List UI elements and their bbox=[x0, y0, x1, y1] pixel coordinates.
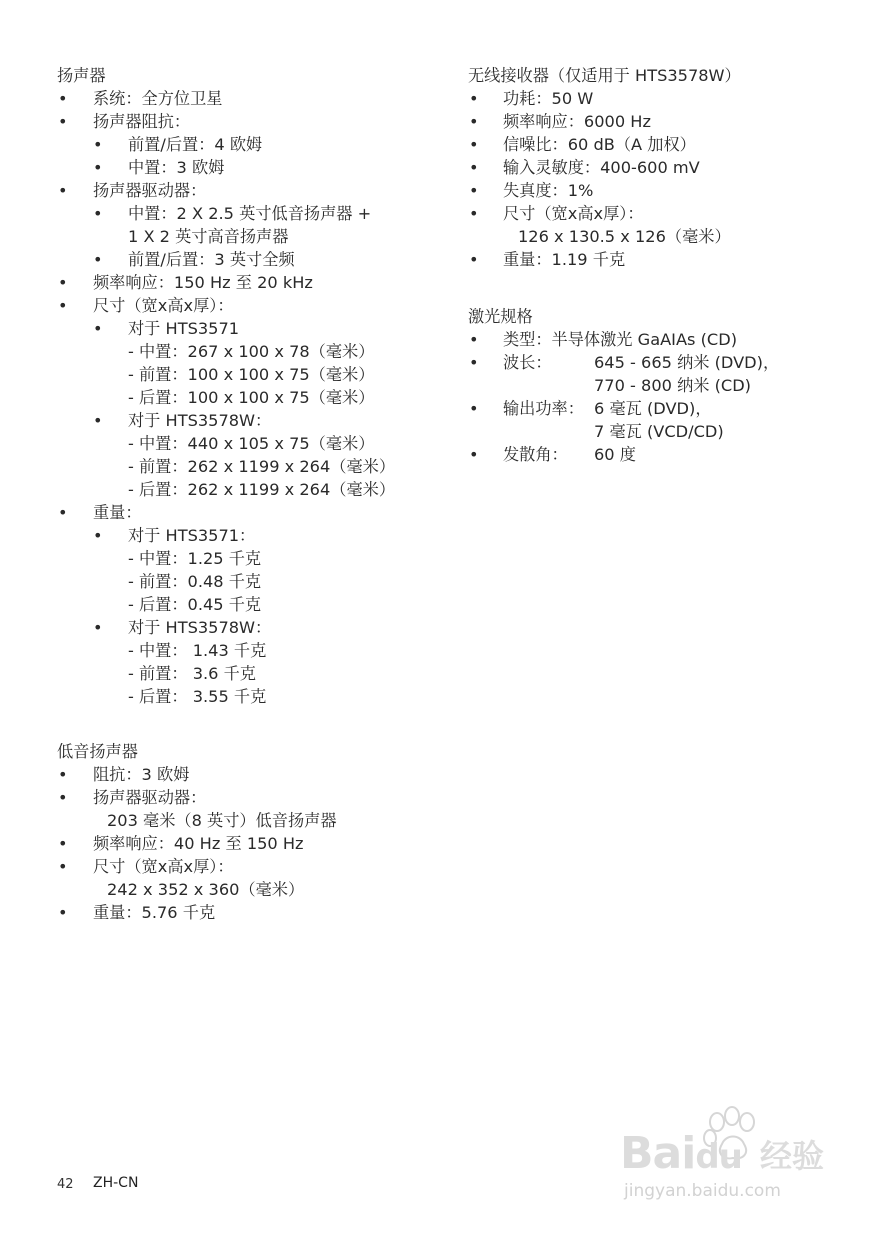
bullet: • bbox=[58, 503, 68, 522]
dim-hts3578w-front: - 前置：262 x 1199 x 264（毫米） bbox=[128, 457, 396, 476]
laser-wavelength-dvd: 645 - 665 纳米 (DVD)， bbox=[594, 353, 780, 372]
wt-hts3571-label: 对于 HTS3571： bbox=[128, 526, 256, 545]
bullet: • bbox=[469, 112, 479, 131]
bullet: • bbox=[58, 181, 68, 200]
bullet: • bbox=[93, 526, 103, 545]
wt-hts3578w-center: - 中置： 1.43 千克 bbox=[128, 641, 267, 660]
speakers-impedance-front-rear: 前置/后置：4 欧姆 bbox=[128, 135, 263, 154]
speakers-dimensions-label: 尺寸（宽x高x厚）： bbox=[93, 296, 234, 315]
wt-hts3571-rear: - 后置：0.45 千克 bbox=[128, 595, 262, 614]
dim-hts3578w-rear: - 后置：262 x 1199 x 264（毫米） bbox=[128, 480, 396, 499]
receiver-dimensions-label: 尺寸（宽x高x厚）： bbox=[503, 204, 644, 223]
bullet: • bbox=[469, 250, 479, 269]
bullet: • bbox=[58, 112, 68, 131]
bullet: • bbox=[58, 765, 68, 784]
subwoofer-impedance: 阻抗：3 欧姆 bbox=[93, 765, 190, 784]
speakers-heading: 扬声器 bbox=[57, 66, 106, 85]
bullet: • bbox=[93, 319, 103, 338]
bullet: • bbox=[469, 204, 479, 223]
speakers-drivers-center: 中置：2 X 2.5 英寸低音扬声器 + bbox=[128, 204, 372, 223]
subwoofer-weight: 重量：5.76 千克 bbox=[93, 903, 216, 922]
speakers-drivers-label: 扬声器驱动器： bbox=[93, 181, 207, 200]
speakers-weight-label: 重量： bbox=[93, 503, 142, 522]
bullet: • bbox=[93, 411, 103, 430]
speakers-drivers-center-cont: 1 X 2 英寸高音扬声器 bbox=[128, 227, 289, 246]
receiver-weight: 重量：1.19 千克 bbox=[503, 250, 626, 269]
laser-heading: 激光规格 bbox=[468, 307, 533, 326]
watermark-brand-cn: 经验 bbox=[760, 1137, 825, 1175]
speakers-impedance-center: 中置：3 欧姆 bbox=[128, 158, 225, 177]
receiver-distortion: 失真度：1% bbox=[503, 181, 594, 200]
dim-hts3571-label: 对于 HTS3571 bbox=[128, 319, 240, 338]
laser-divergence-label: 发散角： bbox=[503, 445, 568, 464]
page-number: 42 bbox=[57, 1177, 74, 1192]
bullet: • bbox=[469, 330, 479, 349]
subwoofer-heading: 低音扬声器 bbox=[57, 742, 138, 761]
bullet: • bbox=[58, 296, 68, 315]
subwoofer-freq-response: 频率响应：40 Hz 至 150 Hz bbox=[93, 834, 304, 853]
bullet: • bbox=[469, 181, 479, 200]
receiver-freq-response: 频率响应：6000 Hz bbox=[503, 112, 651, 131]
watermark-brand-du: du bbox=[695, 1137, 742, 1177]
laser-output-vcd-cd: 7 毫瓦 (VCD/CD) bbox=[594, 422, 724, 441]
wt-hts3578w-label: 对于 HTS3578W： bbox=[128, 618, 272, 637]
laser-wavelength-label: 波长： bbox=[503, 353, 552, 372]
speakers-system: 系统：全方位卫星 bbox=[93, 89, 223, 108]
bullet: • bbox=[58, 834, 68, 853]
bullet: • bbox=[58, 89, 68, 108]
bullet: • bbox=[469, 399, 479, 418]
bullet: • bbox=[93, 250, 103, 269]
speakers-drivers-front-rear: 前置/后置：3 英寸全频 bbox=[128, 250, 295, 269]
wireless-receiver-heading: 无线接收器（仅适用于 HTS3578W） bbox=[468, 66, 741, 85]
bullet: • bbox=[58, 273, 68, 292]
baidu-jingyan-watermark bbox=[614, 1100, 826, 1210]
laser-output-label: 输出功率： bbox=[503, 399, 584, 418]
subwoofer-drivers-value: 203 毫米（8 英寸）低音扬声器 bbox=[107, 811, 337, 830]
receiver-input-sensitivity: 输入灵敏度：400-600 mV bbox=[503, 158, 700, 177]
watermark-url: jingyan.baidu.com bbox=[624, 1181, 781, 1201]
bullet: • bbox=[58, 903, 68, 922]
dim-hts3571-center: - 中置：267 x 100 x 78（毫米） bbox=[128, 342, 375, 361]
wt-hts3578w-front: - 前置： 3.6 千克 bbox=[128, 664, 256, 683]
watermark-brand-latin: Bai bbox=[620, 1128, 696, 1179]
subwoofer-drivers-label: 扬声器驱动器： bbox=[93, 788, 207, 807]
subwoofer-dimensions-value: 242 x 352 x 360（毫米） bbox=[107, 880, 305, 899]
dim-hts3571-front: - 前置：100 x 100 x 75（毫米） bbox=[128, 365, 375, 384]
bullet: • bbox=[93, 158, 103, 177]
receiver-dimensions-value: 126 x 130.5 x 126（毫米） bbox=[518, 227, 731, 246]
bullet: • bbox=[469, 445, 479, 464]
bullet: • bbox=[93, 204, 103, 223]
bullet: • bbox=[469, 353, 479, 372]
receiver-power: 功耗：50 W bbox=[503, 89, 594, 108]
bullet: • bbox=[93, 618, 103, 637]
subwoofer-dimensions-label: 尺寸（宽x高x厚）： bbox=[93, 857, 234, 876]
bullet: • bbox=[58, 857, 68, 876]
laser-divergence-value: 60 度 bbox=[594, 445, 636, 464]
bullet: • bbox=[58, 788, 68, 807]
dim-hts3571-rear: - 后置：100 x 100 x 75（毫米） bbox=[128, 388, 375, 407]
bullet: • bbox=[469, 135, 479, 154]
wt-hts3571-front: - 前置：0.48 千克 bbox=[128, 572, 262, 591]
laser-wavelength-cd: 770 - 800 纳米 (CD) bbox=[594, 376, 751, 395]
wt-hts3571-center: - 中置：1.25 千克 bbox=[128, 549, 262, 568]
receiver-snr: 信噪比：60 dB（A 加权） bbox=[503, 135, 696, 154]
bullet: • bbox=[93, 135, 103, 154]
dim-hts3578w-center: - 中置：440 x 105 x 75（毫米） bbox=[128, 434, 375, 453]
wt-hts3578w-rear: - 后置： 3.55 千克 bbox=[128, 687, 267, 706]
bullet: • bbox=[469, 89, 479, 108]
speakers-freq-response: 频率响应：150 Hz 至 20 kHz bbox=[93, 273, 313, 292]
dim-hts3578w-label: 对于 HTS3578W： bbox=[128, 411, 272, 430]
language-code: ZH-CN bbox=[93, 1175, 139, 1191]
speakers-impedance-label: 扬声器阻抗： bbox=[93, 112, 191, 131]
laser-output-dvd: 6 毫瓦 (DVD)， bbox=[594, 399, 712, 418]
laser-type: 类型：半导体激光 GaAIAs (CD) bbox=[503, 330, 738, 349]
bullet: • bbox=[469, 158, 479, 177]
